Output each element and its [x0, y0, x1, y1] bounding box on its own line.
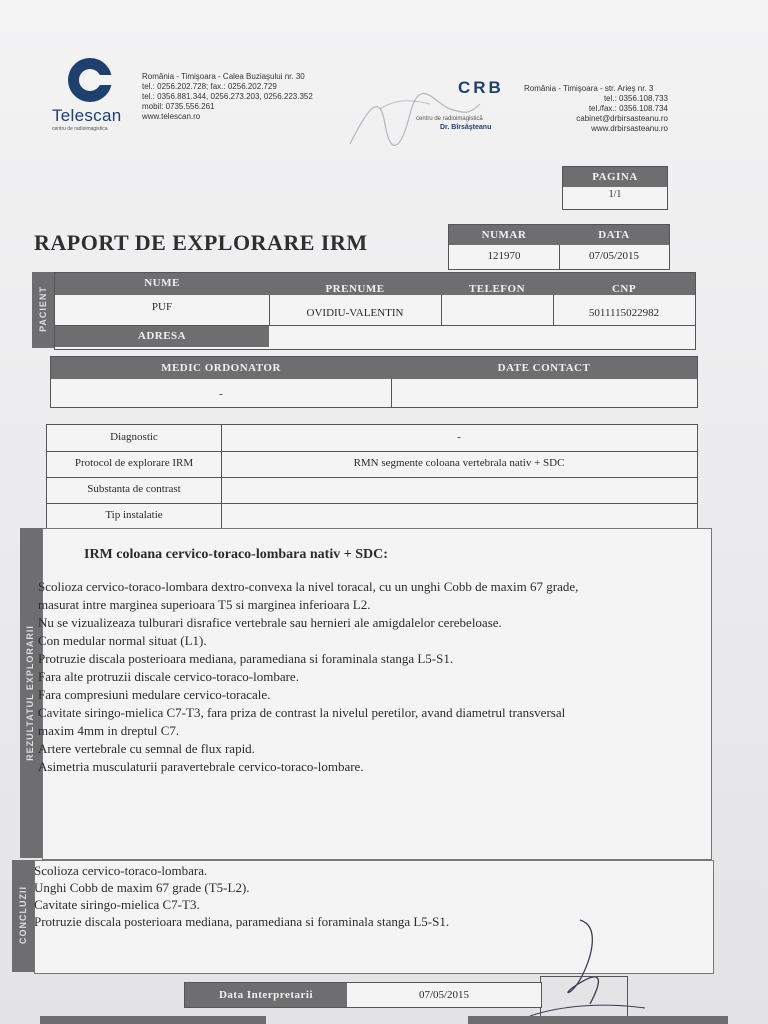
telescan-phone2: tel.: 0356.881.344, 0256.273.203, 0256.223.352 [142, 92, 313, 101]
cnp-label: CNP [611, 283, 637, 295]
findings-text [38, 578, 708, 776]
pagina-box [562, 166, 668, 210]
medic-ordonator-value: - [219, 388, 223, 400]
data-interpretarii-value: 07/05/2015 [418, 989, 470, 1001]
findings-side-label: REZULTATUL EXPLORARII [25, 625, 35, 761]
telescan-logo-name: Telescan [52, 106, 122, 125]
pagina-value: 1/1 [608, 189, 622, 200]
prenume-value: OVIDIU-VALENTIN [306, 307, 404, 319]
data-interpretarii-label: Data Interpretarii [185, 983, 347, 1007]
finding-line: maxim 4mm in dreptul C7. [38, 723, 180, 738]
concluzii-side-bar [12, 860, 34, 972]
concluzii-side-label: CONCLUZII [18, 886, 28, 944]
crb-logo-sub: centru de radioimagistică [416, 116, 483, 122]
data-label: DATA [559, 225, 669, 245]
numar-label: NUMAR [449, 225, 559, 245]
nume-value: PUF [151, 301, 173, 313]
telescan-mobile: mobil: 0735.556.261 [142, 102, 215, 111]
doctor-stamp [540, 976, 628, 1020]
telescan-logo [52, 58, 136, 134]
page-title: RAPORT DE EXPLORARE IRM [34, 230, 368, 255]
data-value: 07/05/2015 [588, 250, 640, 262]
medic-ordonator-label: MEDIC ORDONATOR [161, 362, 281, 374]
finding-line: Protruzie discala posterioara mediana, paramediana si foraminala stanga L5-S1. [38, 651, 454, 666]
crb-logo-doctor: Dr. Bîrsăşteanu [440, 124, 492, 131]
pagina-label: PAGINA [563, 167, 667, 187]
telescan-address: România - Timişoara - Calea Buziaşului nr. 30 [142, 72, 305, 81]
telescan-website: www.telescan.ro [142, 112, 201, 121]
telescan-contact [142, 72, 313, 122]
finding-line: Scolioza cervico-toraco-lombara dextro-convexa la nivel toracal, cu un unghi Cobb de maxim 67 grade, [38, 579, 579, 594]
conclusion-line: Unghi Cobb de maxim 67 grade (T5-L2). [34, 880, 250, 895]
prenume-label: PRENUME [325, 283, 385, 295]
crb-fax: tel./fax.: 0356.108.734 [588, 104, 668, 113]
crb-contact [524, 84, 668, 134]
finding-line: masurat intre marginea superioara T5 si marginea inferioara L2. [38, 597, 371, 612]
conclusion-line: Cavitate siringo-mielica C7-T3. [34, 897, 200, 912]
crb-email: cabinet@drbirsasteanu.ro [576, 114, 668, 123]
telescan-logo-icon [68, 58, 112, 102]
data-interpretarii-box [184, 982, 542, 1008]
crb-address: România - Timişoara - str. Arieş nr. 3 [524, 84, 654, 93]
contrast-label: Substanta de contrast [87, 483, 181, 495]
telescan-phone: tel.: 0256.202.728; fax.: 0256.202.729 [142, 82, 277, 91]
finding-line: Con medular normal situat (L1). [38, 633, 207, 648]
finding-line: Cavitate siringo-mielica C7-T3, fara priza de contrast la nivelul peretilor, avand diametrul transversal [38, 705, 566, 720]
pacient-side-bar [32, 272, 54, 348]
medic-table [50, 356, 698, 408]
finding-line: Fara alte protruzii discale cervico-toraco-lombare. [38, 669, 299, 684]
tip-instalatie-label: Tip instalatie [105, 509, 163, 521]
conclusion-line: Protruzie discala posterioara mediana, paramediana si foraminala stanga L5-S1. [34, 914, 450, 929]
footer-bar-left [40, 1016, 266, 1024]
finding-line: Fara compresiuni medulare cervico-toracale. [38, 687, 271, 702]
finding-line: Nu se vizualizeaza tulburari disrafice vertebrale sau hernieri ale amigdalelor cerebeloase. [38, 615, 502, 630]
telefon-label: TELEFON [468, 283, 526, 295]
protocol-value: RMN segmente coloana vertebrala nativ + SDC [353, 457, 565, 469]
numar-data-box [448, 224, 670, 270]
crb-logo-name: CRB [458, 78, 504, 97]
adresa-label: ADRESA [55, 325, 269, 347]
date-contact-label: DATE CONTACT [497, 362, 591, 374]
cnp-value: 5011115022982 [588, 307, 660, 319]
conclusion-line: Scolioza cervico-toraco-lombara. [34, 863, 208, 878]
telescan-logo-sub: centru de radioimagistica [52, 126, 108, 132]
footer-bar-right [468, 1016, 728, 1024]
diagnostic-value: - [457, 431, 461, 443]
crb-website: www.drbirsasteanu.ro [591, 124, 668, 133]
numar-value: 121970 [487, 250, 521, 262]
crb-phone: tel.: 0356.108.733 [603, 94, 668, 103]
pacient-table [54, 272, 696, 350]
protocol-label: Protocol de explorare IRM [74, 457, 194, 469]
nume-label: NUME [144, 277, 180, 289]
exam-table [46, 424, 698, 530]
finding-line: Artere vertebrale cu semnal de flux rapid. [38, 741, 255, 756]
finding-line: Asimetria musculaturii paravertebrale cervico-toraco-lombare. [38, 759, 364, 774]
pacient-side-label: PACIENT [38, 286, 48, 332]
diagnostic-label: Diagnostic [110, 431, 158, 443]
findings-title: IRM coloana cervico-toraco-lombara nativ + SDC: [84, 547, 388, 562]
